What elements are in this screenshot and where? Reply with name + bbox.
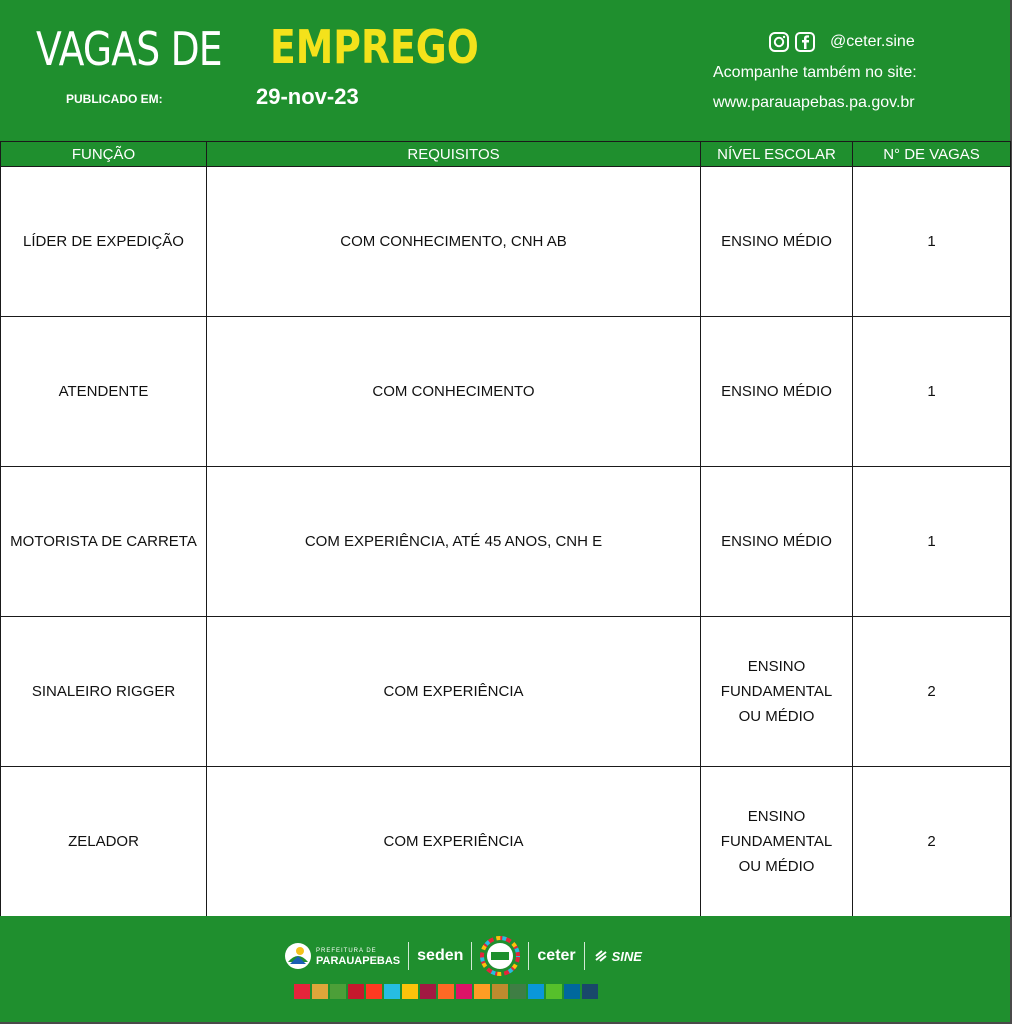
ods-goal-tile bbox=[546, 984, 562, 999]
ods-goal-tile bbox=[420, 984, 436, 999]
header-banner bbox=[0, 0, 1010, 141]
sine-logo bbox=[593, 948, 642, 964]
table-row bbox=[1, 167, 1011, 317]
job-table bbox=[0, 141, 1011, 917]
cell-funcao: ZELADOR bbox=[1, 767, 207, 917]
ods-goal-tile bbox=[492, 984, 508, 999]
column-header-vagas: N° DE VAGAS bbox=[853, 142, 1011, 167]
ods-goal-tile bbox=[294, 984, 310, 999]
ods-goal-tile bbox=[510, 984, 526, 999]
prefeitura-logo bbox=[284, 942, 400, 970]
published-date: 29-nov-23 bbox=[256, 84, 359, 109]
ods-goal-tile bbox=[366, 984, 382, 999]
table-row bbox=[1, 467, 1011, 617]
ceter-logo: ceter bbox=[537, 947, 576, 964]
social-handle[interactable]: @ceter.sine bbox=[830, 33, 915, 50]
cell-requisitos: COM EXPERIÊNCIA bbox=[207, 617, 701, 767]
cell-funcao: SINALEIRO RIGGER bbox=[1, 617, 207, 767]
cell-funcao: ATENDENTE bbox=[1, 317, 207, 467]
prefeitura-small-text: PREFEITURA DE bbox=[316, 948, 377, 954]
cell-funcao: LÍDER DE EXPEDIÇÃO bbox=[1, 167, 207, 317]
facebook-icon[interactable] bbox=[794, 31, 816, 53]
table-row bbox=[1, 317, 1011, 467]
follow-text: Acompanhe também no site: bbox=[713, 64, 917, 81]
footer-banner bbox=[0, 916, 1010, 1022]
parauapebas-logo bbox=[284, 942, 312, 970]
column-header-funcao: FUNÇÃO bbox=[1, 142, 207, 167]
ods-goal-tile bbox=[330, 984, 346, 999]
cell-requisitos: COM EXPERIÊNCIA, ATÉ 45 ANOS, CNH E bbox=[207, 467, 701, 617]
cell-vagas: 2 bbox=[853, 767, 1011, 917]
ods-goal-tile bbox=[474, 984, 490, 999]
ods-goal-tile bbox=[348, 984, 364, 999]
cell-vagas: 2 bbox=[853, 617, 1011, 767]
sine-icon bbox=[593, 948, 609, 964]
cell-requisitos: COM CONHECIMENTO, CNH AB bbox=[207, 167, 701, 317]
ods-goal-tile bbox=[402, 984, 418, 999]
title-vagas-de: VAGAS DE bbox=[36, 22, 222, 76]
title-emprego: EMPREGO bbox=[270, 20, 479, 74]
divider bbox=[584, 942, 585, 970]
ods-wheel bbox=[480, 936, 520, 976]
ods-goals-strip bbox=[294, 984, 598, 999]
prefeitura-name: PARAUAPEBAS bbox=[316, 955, 401, 967]
ods-goal-tile bbox=[528, 984, 544, 999]
cell-nivel: ENSINO FUNDAMENTAL OU MÉDIO bbox=[701, 767, 853, 917]
ods-goal-tile bbox=[438, 984, 454, 999]
cell-vagas: 1 bbox=[853, 317, 1011, 467]
ods-goal-tile bbox=[456, 984, 472, 999]
column-header-nivel: NÍVEL ESCOLAR bbox=[701, 142, 853, 167]
seden-logo: seden bbox=[417, 947, 464, 964]
cell-nivel: ENSINO MÉDIO bbox=[701, 467, 853, 617]
ods-goal-tile bbox=[564, 984, 580, 999]
table-row bbox=[1, 617, 1011, 767]
ods-goal-tile bbox=[384, 984, 400, 999]
divider bbox=[471, 942, 472, 970]
social-icons bbox=[768, 31, 816, 53]
cell-requisitos: COM CONHECIMENTO bbox=[207, 317, 701, 467]
cell-vagas: 1 bbox=[853, 467, 1011, 617]
cell-nivel: ENSINO MÉDIO bbox=[701, 167, 853, 317]
sine-text: SINE bbox=[611, 948, 642, 964]
column-header-requisitos: REQUISITOS bbox=[207, 142, 701, 167]
partner-logos bbox=[284, 936, 642, 976]
table-header-row bbox=[1, 142, 1011, 167]
ods-goal-tile bbox=[582, 984, 598, 999]
instagram-icon[interactable] bbox=[768, 31, 790, 53]
divider bbox=[408, 942, 409, 970]
ods-goal-tile bbox=[312, 984, 328, 999]
divider bbox=[528, 942, 529, 970]
website-link[interactable]: www.parauapebas.pa.gov.br bbox=[713, 94, 915, 111]
cell-nivel: ENSINO MÉDIO bbox=[701, 317, 853, 467]
published-label: PUBLICADO EM: bbox=[66, 92, 163, 106]
table-row bbox=[1, 767, 1011, 917]
cell-funcao: MOTORISTA DE CARRETA bbox=[1, 467, 207, 617]
cell-requisitos: COM EXPERIÊNCIA bbox=[207, 767, 701, 917]
cell-nivel: ENSINO FUNDAMENTAL OU MÉDIO bbox=[701, 617, 853, 767]
cell-vagas: 1 bbox=[853, 167, 1011, 317]
